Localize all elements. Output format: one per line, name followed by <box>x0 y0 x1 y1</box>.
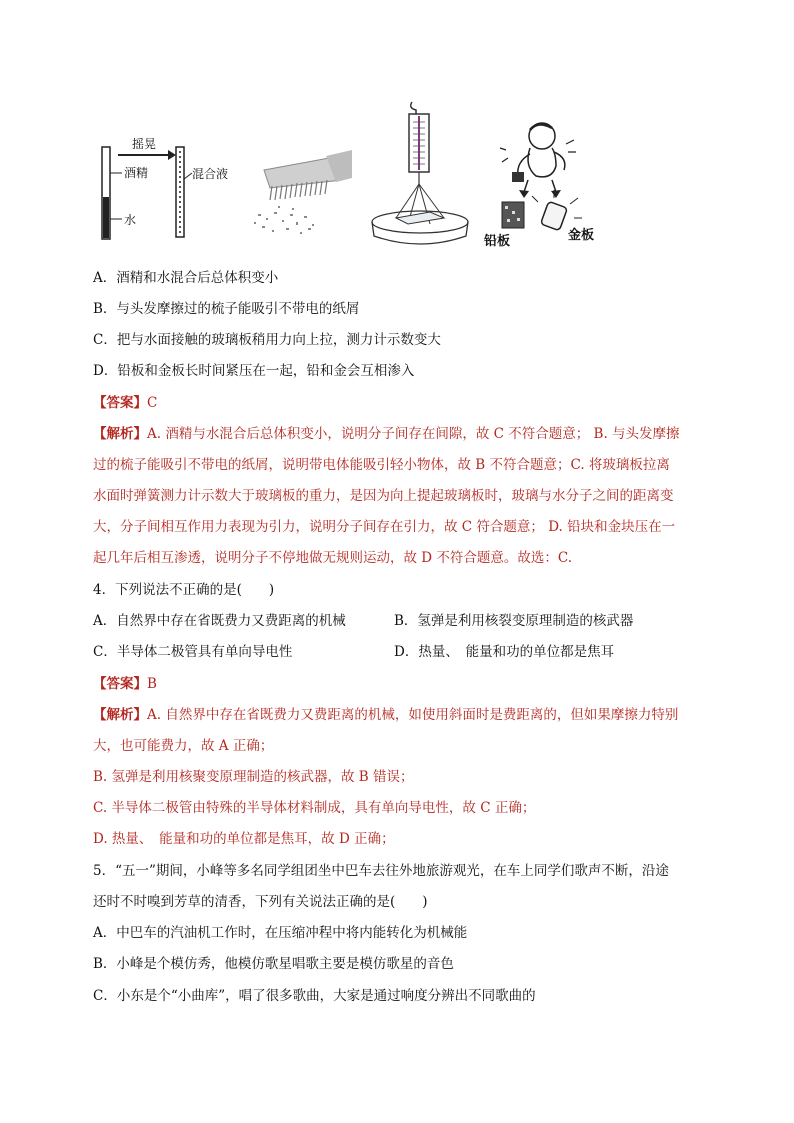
q5-stem-line-1: 5．“五一”期间，小峰等多名同学组团坐中巴车去往外地旅游观光，在车上同学们歌声不断，沿途 <box>93 863 669 879</box>
lead-plate-label: 铅板 <box>484 234 511 249</box>
figure-alcohol-water-mixing <box>96 135 236 245</box>
q4-analysis-line-4: C. 半导体二极管由特殊的半导体材料制成，具有单向导电性，故 C 正确； <box>93 800 536 816</box>
q3-analysis-line-3: 水面时弹簧测力计示数大于玻璃板的重力，是因为向上提起玻璃板时，玻璃与水分子之间的距离变 <box>93 488 674 504</box>
shake-label: 摇晃 <box>132 137 157 151</box>
figure-spring-scale-glass-plate <box>368 100 478 250</box>
answer-value: B <box>147 676 157 692</box>
q3-analysis-line-5: 起几年后相互渗透，说明分子不停地做无规则运动，故 D 不符合题意。故选：C. <box>93 550 573 566</box>
q4-stem: 4．下列说法不正确的是( ) <box>93 582 275 598</box>
q3-analysis-line-2: 过的梳子能吸引不带电的纸屑，说明带电体能吸引轻小物体，故 B 不符合题意；C. 将玻璃板拉离 <box>93 457 670 473</box>
q3-analysis-line-4: 大，分子间相互作用力表现为引力，说明分子间存在引力，故 C 符合题意； D. 铅块和金块压在一 <box>93 519 676 535</box>
q3-analysis-line-1 <box>93 424 680 444</box>
q5-stem-line-2: 还时不时嗅到芳草的清香，下列有关说法正确的是( ) <box>93 894 428 910</box>
answer-tag: 【答案】 <box>93 676 147 692</box>
analysis-text: A. 酒精与水混合后总体积变小，说明分子间存在间隙，故 C 不符合题意； B. 与头发摩擦 <box>147 426 680 442</box>
figure-comb-paper-bits <box>244 148 354 238</box>
q3-answer <box>93 393 157 413</box>
answer-tag: 【答案】 <box>93 395 147 411</box>
figure-lead-gold-plates <box>484 118 610 250</box>
q5-option-b: B．小峰是个模仿秀，他模仿歌星唱歌主要是模仿歌星的音色 <box>93 956 454 972</box>
q4-answer <box>93 674 157 694</box>
q3-option-b: B．与头发摩擦过的梳子能吸引不带电的纸屑 <box>93 301 360 317</box>
analysis-tag: 【解析】 <box>93 707 147 723</box>
q4-option-a: A．自然界中存在省既费力又费距离的机械 <box>93 613 346 629</box>
q4-analysis-line-3: B. 氢弹是利用核聚变原理制造的核武器，故 B 错误； <box>93 769 414 785</box>
q5-option-c: C．小东是个“小曲库”，唱了很多歌曲，大家是通过响度分辨出不同歌曲的 <box>93 988 536 1004</box>
q4-option-b: B．氢弹是利用核裂变原理制造的核武器 <box>394 613 634 629</box>
q4-analysis-line-5: D. 热量、 能量和功的单位都是焦耳，故 D 正确； <box>93 831 395 847</box>
analysis-text: A. 自然界中存在省既费力又费距离的机械，如使用斜面时是费距离的，但如果摩擦力特别 <box>147 707 679 723</box>
water-label: 水 <box>124 213 137 227</box>
answer-value: C <box>147 395 158 411</box>
q3-option-a: A．酒精和水混合后总体积变小 <box>93 270 279 286</box>
analysis-tag: 【解析】 <box>93 426 147 442</box>
q3-option-d: D．铅板和金板长时间紧压在一起，铅和金会互相渗入 <box>93 363 415 379</box>
mixture-label: 混合液 <box>192 167 229 181</box>
q4-option-c: C．半导体二极管具有单向导电性 <box>93 644 293 660</box>
q4-analysis-line-2: 大，也可能费力，故 A 正确； <box>93 738 274 754</box>
gold-plate-label: 金板 <box>568 228 595 243</box>
q5-option-a: A．中巴车的汽油机工作时，在压缩冲程中将内能转化为机械能 <box>93 925 468 941</box>
alcohol-label: 酒精 <box>124 166 149 180</box>
q4-analysis-line-1 <box>93 705 678 725</box>
q4-option-d: D．热量、 能量和功的单位都是焦耳 <box>394 644 615 660</box>
q3-option-c: C．把与水面接触的玻璃板稍用力向上拉，测力计示数变大 <box>93 332 441 348</box>
